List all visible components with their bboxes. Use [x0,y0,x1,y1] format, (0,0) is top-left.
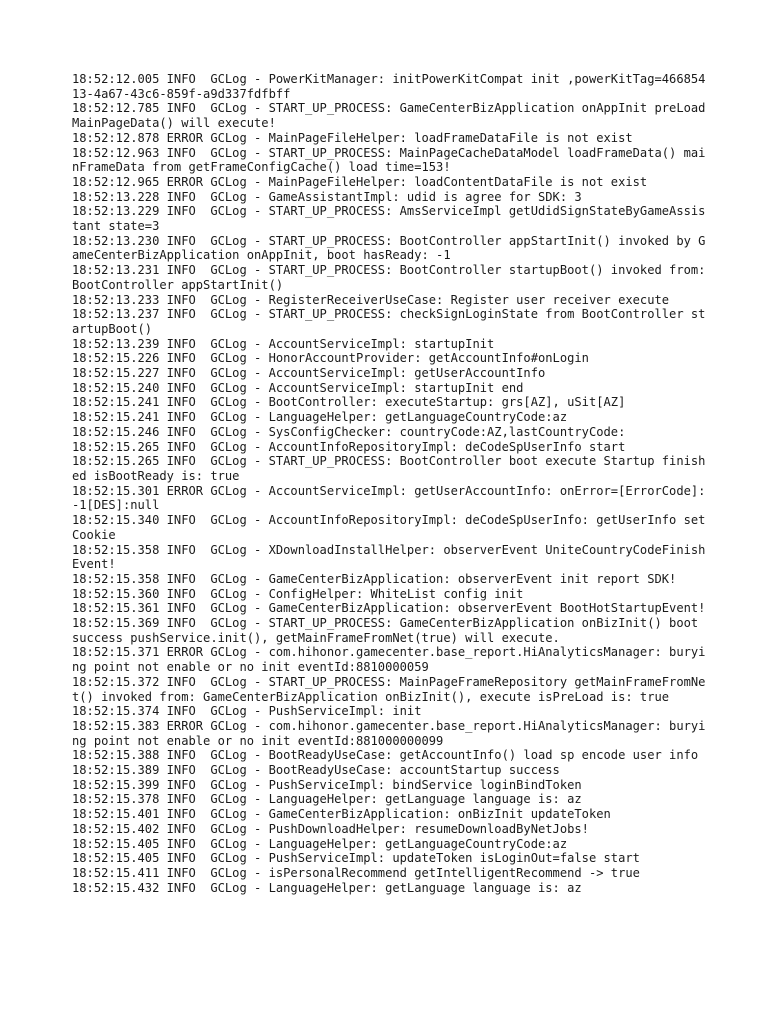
log-line: 18:52:13.233 INFO GCLog - RegisterReceiverUseCase: Register user receiver execute [72,292,670,307]
log-line: 18:52:15.432 INFO GCLog - LanguageHelper: getLanguage language is: az [72,880,582,895]
log-document [72,72,712,895]
log-line: 18:52:15.378 INFO GCLog - LanguageHelper: getLanguage language is: az [72,792,582,807]
log-line: 18:52:15.371 ERROR GCLog - com.hihonor.gamecenter.base_report.HiAnalyticsManager: burying point not enable or no init eventId:8810000059 [72,645,706,675]
log-lines [72,72,712,895]
log-line: 18:52:15.374 INFO GCLog - PushServiceImpl: init [72,704,422,719]
log-line: 18:52:15.226 INFO GCLog - HonorAccountProvider: getAccountInfo#onLogin [72,351,589,366]
log-line: 18:52:15.369 INFO GCLog - START_UP_PROCESS: GameCenterBizApplication onBizInit() boot success pushService.init(), getMainFrameFromNet(true) will execute. [72,616,706,645]
log-line: 18:52:15.360 INFO GCLog - ConfigHelper: WhiteList config init [72,586,524,601]
log-line: 18:52:15.265 INFO GCLog - START_UP_PROCESS: BootController boot execute Startup finished isBootReady is: true [72,454,706,483]
log-line: 18:52:15.411 INFO GCLog - isPersonalRecommend getIntelligentRecommend -> true [72,865,640,880]
log-line: 18:52:15.227 INFO GCLog - AccountServiceImpl: getUserAccountInfo [72,366,546,381]
log-line: 18:52:15.246 INFO GCLog - SysConfigChecker: countryCode:AZ,lastCountryCode: [72,424,626,439]
log-line: 18:52:12.963 INFO GCLog - START_UP_PROCESS: MainPageCacheDataModel loadFrameData() mainFrameData from getFrameConfigCache() load time=153! [72,145,706,175]
log-line: 18:52:15.383 ERROR GCLog - com.hihonor.gamecenter.base_report.HiAnalyticsManager: burying point not enable or no init eventId:881000000099 [72,718,706,748]
log-line: 18:52:15.240 INFO GCLog - AccountServiceImpl: startupInit end [72,380,524,395]
log-line: 18:52:15.405 INFO GCLog - PushServiceImpl: updateToken isLoginOut=false start [72,851,640,866]
log-line: 18:52:15.358 INFO GCLog - XDownloadInstallHelper: observerEvent UniteCountryCodeFinishEvent! [72,542,706,572]
log-line: 18:52:15.388 INFO GCLog - BootReadyUseCase: getAccountInfo() load sp encode user info [72,748,699,763]
log-line: 18:52:13.231 INFO GCLog - START_UP_PROCESS: BootController startupBoot() invoked from: BootController appStartInit() [72,263,713,292]
log-line: 18:52:15.301 ERROR GCLog - AccountServiceImpl: getUserAccountInfo: onError=[ErrorCode]:-1[DES]:null [72,483,706,513]
log-line: 18:52:15.405 INFO GCLog - LanguageHelper: getLanguageCountryCode:az [72,836,568,851]
log-line: 18:52:13.229 INFO GCLog - START_UP_PROCESS: AmsServiceImpl getUdidSignStateByGameAssistant state=3 [72,204,706,234]
log-line: 18:52:15.401 INFO GCLog - GameCenterBizApplication: onBizInit updateToken [72,807,611,822]
log-line: 18:52:15.340 INFO GCLog - AccountInfoRepositoryImpl: deCodeSpUserInfo: getUserInfo setCookie [72,513,706,542]
log-line: 18:52:15.389 INFO GCLog - BootReadyUseCase: accountStartup success [72,763,560,778]
log-line: 18:52:15.265 INFO GCLog - AccountInfoRepositoryImpl: deCodeSpUserInfo start [72,439,626,454]
log-line: 18:52:15.241 INFO GCLog - BootController: executeStartup: grs[AZ], uSit[AZ] [72,395,626,410]
log-line: 18:52:12.965 ERROR GCLog - MainPageFileHelper: loadContentDataFile is not exist [72,174,648,189]
log-line: 18:52:15.372 INFO GCLog - START_UP_PROCESS: MainPageFrameRepository getMainFrameFromNet() invoked from: GameCenterBizApplication onBizInit(), execute isPreLoad is: true [72,674,706,704]
log-line: 18:52:15.241 INFO GCLog - LanguageHelper: getLanguageCountryCode:az [72,410,568,425]
log-line: 18:52:13.230 INFO GCLog - START_UP_PROCESS: BootController appStartInit() invoked by GameCenterBizApplication onAppInit, boot hasReady: -1 [72,233,706,263]
log-line: 18:52:13.239 INFO GCLog - AccountServiceImpl: startupInit [72,336,495,351]
log-line: 18:52:15.402 INFO GCLog - PushDownloadHelper: resumeDownloadByNetJobs! [72,821,589,836]
log-line: 18:52:12.878 ERROR GCLog - MainPageFileHelper: loadFrameDataFile is not exist [72,130,633,145]
log-line: 18:52:12.005 INFO GCLog - PowerKitManager: initPowerKitCompat init ,powerKitTag=46685413-4a67-43c6-859f-a9d337fdfbff [72,72,706,101]
log-line: 18:52:15.399 INFO GCLog - PushServiceImpl: bindService loginBindToken [72,777,582,792]
log-line: 18:52:15.358 INFO GCLog - GameCenterBizApplication: observerEvent init report SDK! [72,571,677,586]
log-line: 18:52:12.785 INFO GCLog - START_UP_PROCESS: GameCenterBizApplication onAppInit preLoadMainPageData() will execute! [72,101,706,131]
log-line: 18:52:13.228 INFO GCLog - GameAssistantImpl: udid is agree for SDK: 3 [72,189,582,204]
log-line: 18:52:15.361 INFO GCLog - GameCenterBizApplication: observerEvent BootHotStartupEvent! [72,601,706,616]
log-line: 18:52:13.237 INFO GCLog - START_UP_PROCESS: checkSignLoginState from BootController startupBoot() [72,307,706,336]
